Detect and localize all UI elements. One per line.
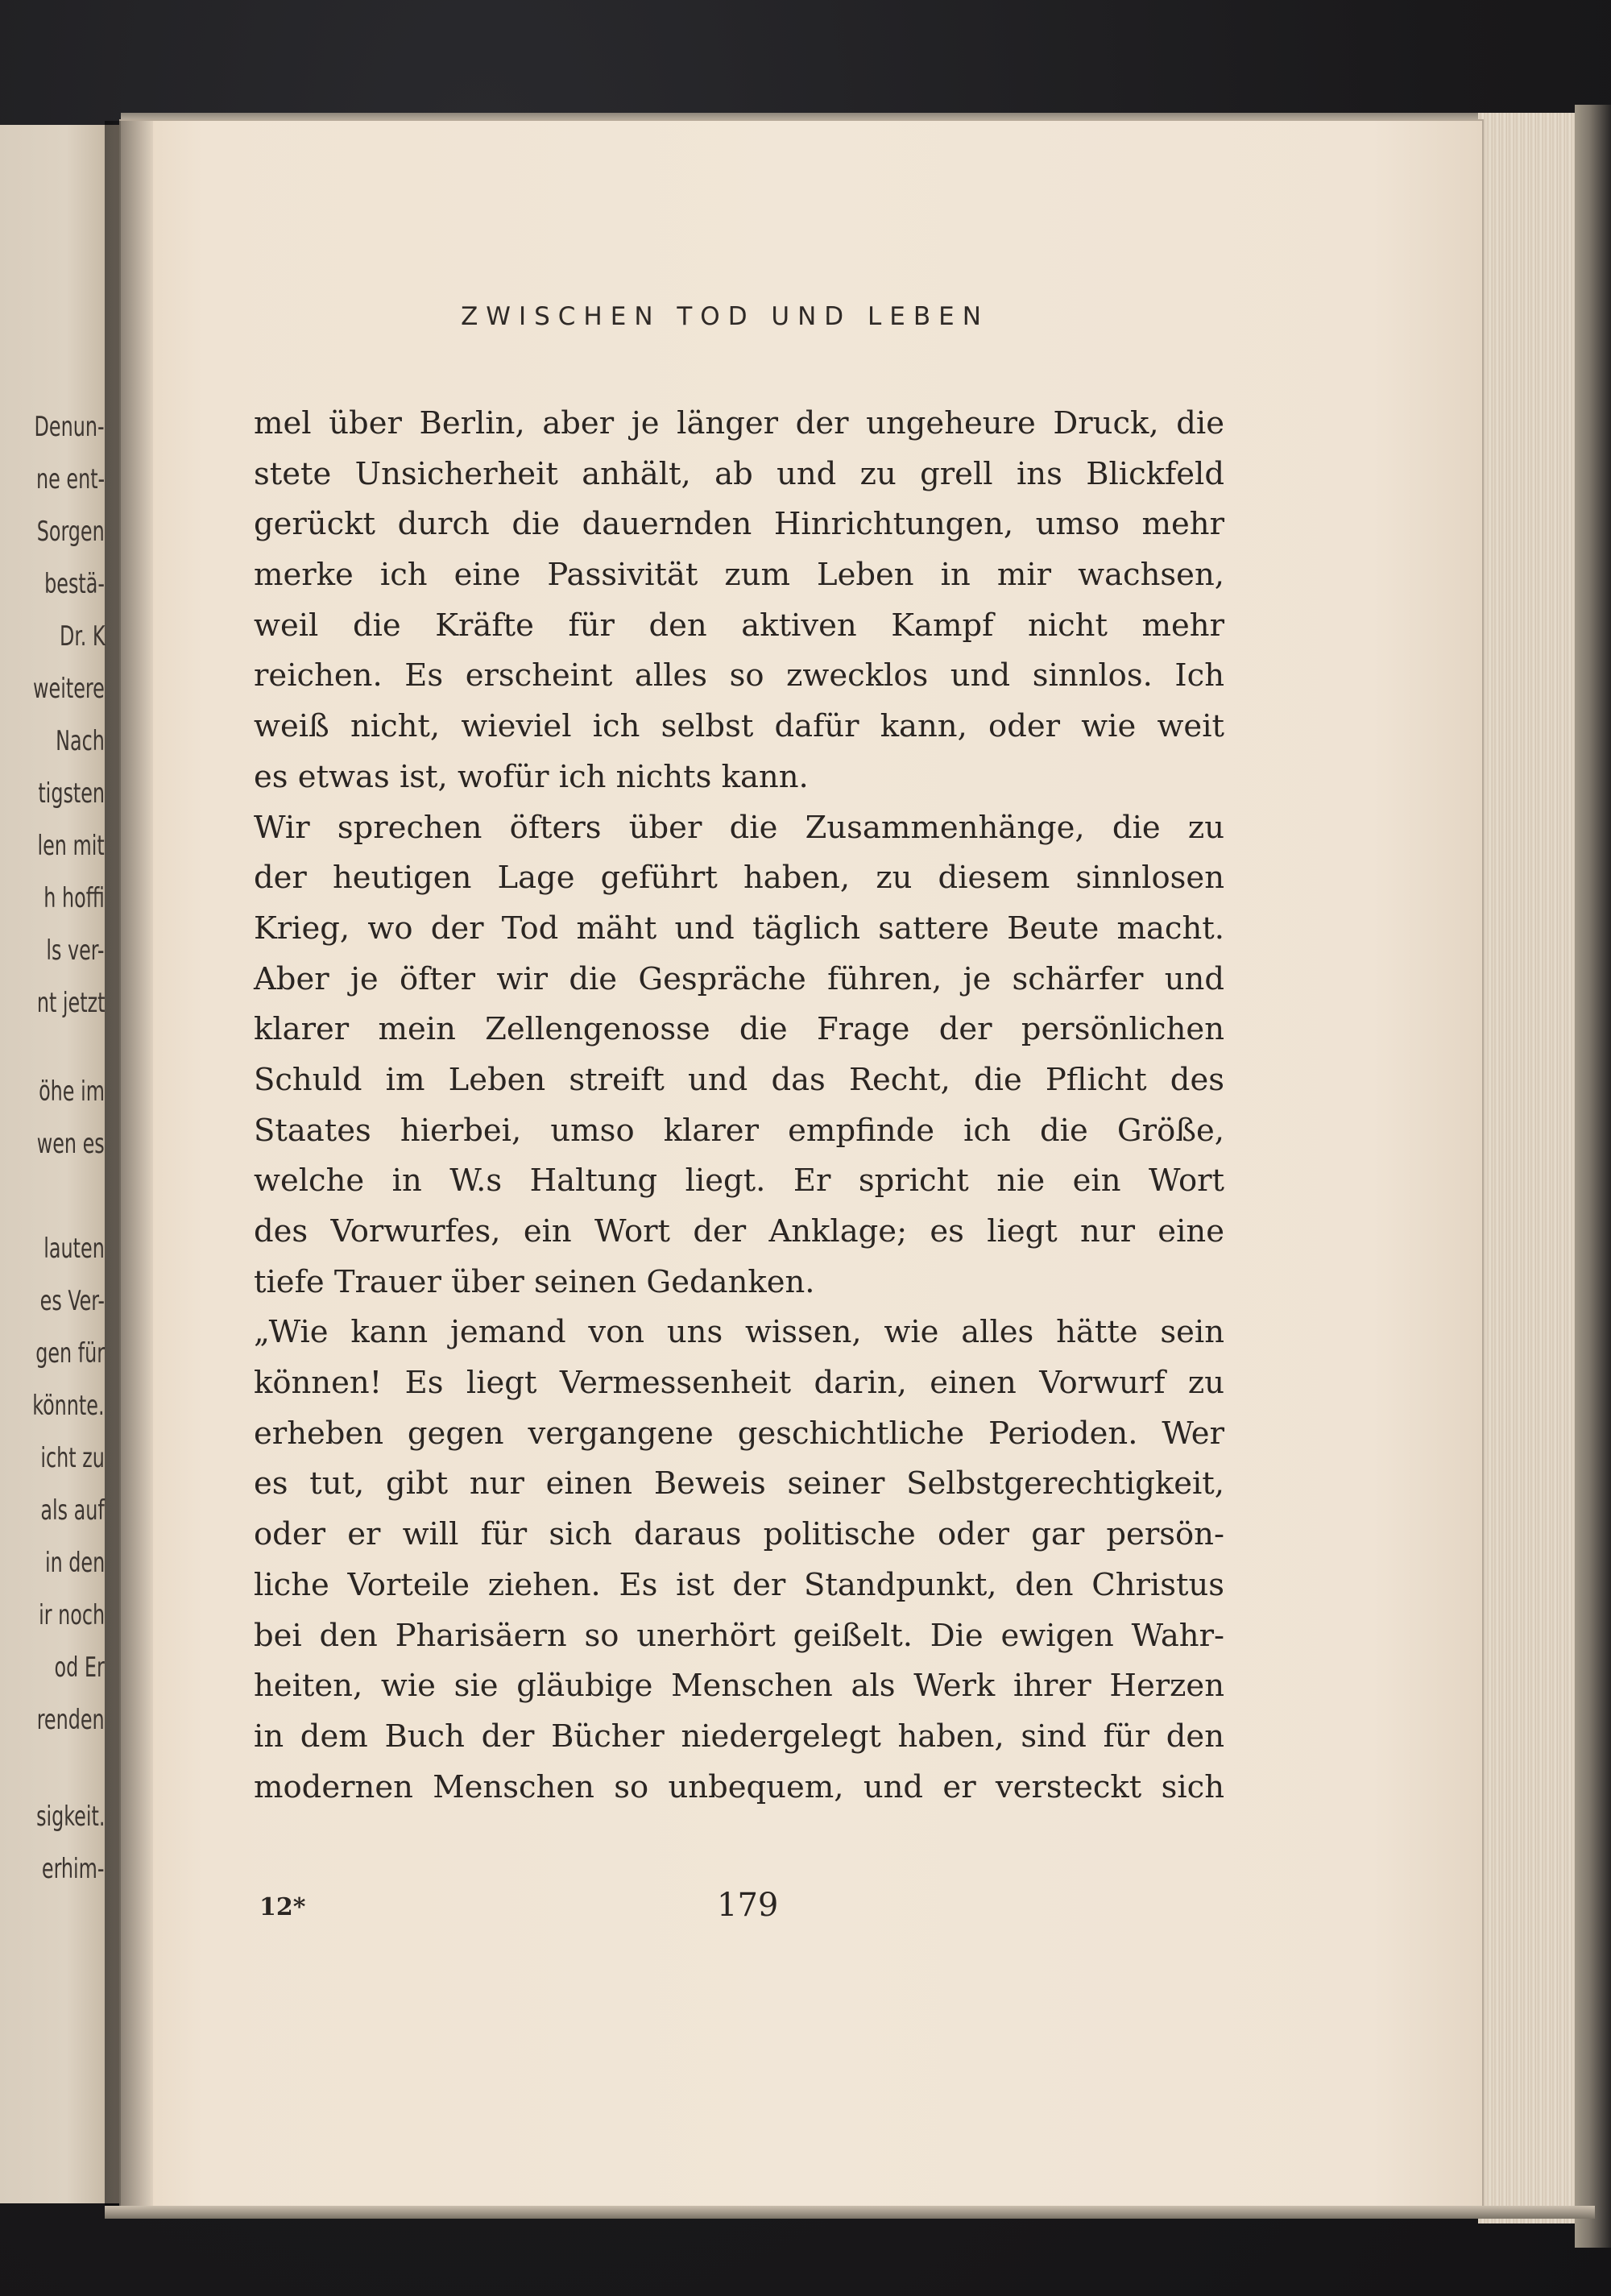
facing-text-fragment: tigsten bbox=[38, 777, 105, 810]
facing-text-fragment: ls ver- bbox=[46, 935, 105, 967]
facing-text-fragment: lauten bbox=[43, 1233, 105, 1265]
facing-text-fragment: od Er bbox=[54, 1652, 105, 1684]
facing-text-fragment: icht zu bbox=[40, 1442, 105, 1474]
facing-text-fragment: ne ent- bbox=[35, 463, 105, 495]
text-line: weiß nicht, wieviel ich selbst dafür kann, oder wie weit bbox=[254, 708, 1224, 745]
facing-text-fragment: Dr. K bbox=[59, 620, 105, 653]
facing-text-fragment: len mit bbox=[37, 830, 105, 862]
text-line: liche Vorteile ziehen. Es ist der Standpunkt, den Christus bbox=[254, 1566, 1224, 1603]
text-line: in dem Buch der Bücher niedergelegt haben, sind für den bbox=[254, 1718, 1224, 1755]
text-line: können! Es liegt Vermessenheit darin, einen Vorwurf zu bbox=[254, 1365, 1224, 1402]
text-line: Staates hierbei, umso klarer empfinde ich die Größe, bbox=[254, 1112, 1224, 1149]
text-line: Aber je öfter wir die Gespräche führen, je schärfer und bbox=[254, 960, 1224, 997]
text-line: Wir sprechen öfters über die Zusammenhänge, die zu bbox=[254, 809, 1224, 846]
page-number: 179 bbox=[717, 1887, 779, 1924]
cover-bottom-edge bbox=[105, 2206, 1595, 2219]
facing-page bbox=[0, 125, 121, 2203]
text-line: heiten, wie sie gläubige Menschen als Werk ihrer Herzen bbox=[254, 1668, 1224, 1705]
text-line: es etwas ist, wofür ich nichts kann. bbox=[254, 758, 809, 795]
facing-text-fragment: Sorgen bbox=[36, 516, 105, 548]
text-line: gerückt durch die dauernden Hinrichtungen, umso mehr bbox=[254, 506, 1224, 543]
text-line: reichen. Es erscheint alles so zwecklos und sinnlos. Ich bbox=[254, 657, 1224, 694]
signature-mark: 12* bbox=[259, 1893, 306, 1921]
text-line: mel über Berlin, aber je länger der ungeheure Druck, die bbox=[254, 405, 1224, 441]
text-line: Krieg, wo der Tod mäht und täglich sattere Beute macht. bbox=[254, 910, 1224, 947]
text-line: bei den Pharisäern so unerhört geißelt. Die ewigen Wahr- bbox=[254, 1617, 1224, 1654]
facing-text-fragment: könnte. bbox=[32, 1390, 105, 1422]
text-line: Schuld im Leben streift und das Recht, die Pflicht des bbox=[254, 1061, 1224, 1098]
running-head: ZWISCHEN TOD UND LEBEN bbox=[461, 302, 989, 331]
gutter-shadow bbox=[105, 121, 153, 2207]
text-line: oder er will für sich daraus politische oder gar persön- bbox=[254, 1516, 1224, 1553]
facing-text-fragment: h hoffi bbox=[43, 882, 105, 914]
facing-text-fragment: weitere bbox=[33, 673, 105, 705]
text-line: es tut, gibt nur einen Beweis seiner Selbstgerechtigkeit, bbox=[254, 1465, 1224, 1502]
text-line: stete Unsicherheit anhält, ab und zu grell ins Blickfeld bbox=[254, 455, 1224, 492]
facing-text-fragment: gen für bbox=[35, 1337, 105, 1370]
facing-text-fragment: öhe im bbox=[39, 1075, 105, 1108]
facing-text-fragment: es Ver- bbox=[39, 1285, 105, 1317]
facing-text-fragment: renden bbox=[37, 1704, 105, 1736]
cover-right-edge bbox=[1575, 105, 1611, 2248]
facing-text-fragment: ir noch bbox=[39, 1599, 105, 1631]
text-line: der heutigen Lage geführt haben, zu diesem sinnlosen bbox=[254, 860, 1224, 897]
text-line: des Vorwurfes, ein Wort der Anklage; es liegt nur eine bbox=[254, 1213, 1224, 1250]
text-line: weil die Kräfte für den aktiven Kampf nicht mehr bbox=[254, 607, 1224, 644]
facing-text-fragment: erhim- bbox=[42, 1853, 105, 1885]
facing-text-fragment: Denun- bbox=[34, 411, 105, 443]
facing-text-fragment: Nach bbox=[56, 725, 105, 757]
facing-text-fragment: als auf bbox=[40, 1494, 105, 1527]
facing-text-fragment: wen es bbox=[36, 1128, 105, 1160]
facing-text-fragment: in den bbox=[44, 1547, 105, 1579]
text-line: „Wie kann jemand von uns wissen, wie alles hätte sein bbox=[254, 1314, 1224, 1351]
body-text bbox=[254, 399, 1224, 1813]
facing-text-fragment: nt jetzt bbox=[36, 987, 105, 1019]
text-line: merke ich eine Passivität zum Leben in mir wachsen, bbox=[254, 557, 1224, 594]
text-line: modernen Menschen so unbequem, und er versteckt sich bbox=[254, 1768, 1224, 1805]
text-line: welche in W.s Haltung liegt. Er spricht nie ein Wort bbox=[254, 1163, 1224, 1200]
text-line: tiefe Trauer über seinen Gedanken. bbox=[254, 1263, 815, 1300]
facing-text-fragment: bestä- bbox=[44, 568, 105, 600]
text-line: klarer mein Zellengenosse die Frage der persönlichen bbox=[254, 1011, 1224, 1048]
facing-text-fragment: sigkeit. bbox=[35, 1801, 105, 1833]
text-line: erheben gegen vergangene geschichtliche Perioden. Wer bbox=[254, 1415, 1224, 1452]
